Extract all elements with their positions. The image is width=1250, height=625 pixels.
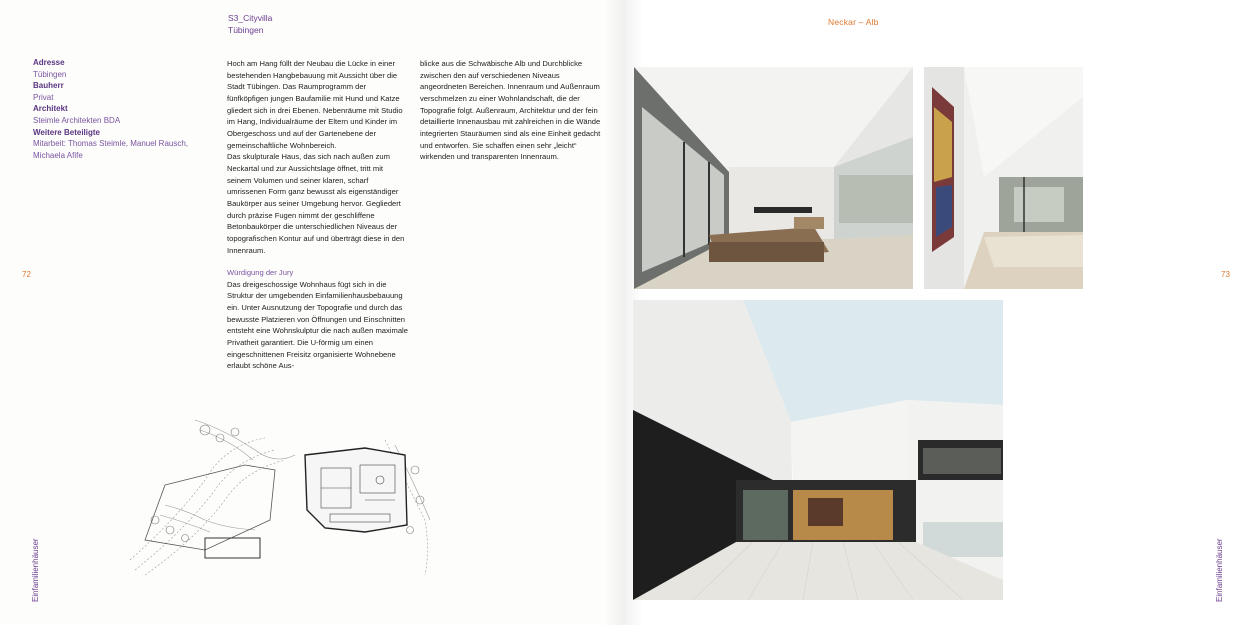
meta-value-client: Privat <box>33 92 54 102</box>
site-plan-drawing <box>125 410 437 580</box>
running-head: Neckar – Alb <box>828 17 879 27</box>
meta-key-address: Adresse <box>33 58 65 67</box>
section-label-right: Einfamilienhäuser <box>1215 538 1224 602</box>
meta-value-architect: Steimle Architekten BDA <box>33 115 121 125</box>
meta-key-architect: Architekt <box>33 104 68 114</box>
body-paragraph: blicke aus die Schwäbische Alb und Durchblicke zwischen den auf verschiedenen Niveaus angeordneten Bereichen. Innenraum und Außenraum verschmelzen zu einer Wohnlandschaft, die der Topografie folgt. Außenraum, Architektur und der fein detaillierte Innenausbau mit zahlreichen in die Wände integrierten Stauräumen sind als eine Einheit gedacht und entworfen. Sie schaffen einen sehr „leicht“ wirkenden und transparenten Innenraum. <box>420 59 601 162</box>
body-paragraph: Hoch am Hang füllt der Neubau die Lücke in einer bestehenden Hangbebauung mit Aussicht über die Stadt Tübingen. Das Raumprogramm der fünfköpfigen jungen Baufamilie mit Hund und Katze gliedert sich in drei Ebenen. Nebenräume mit Studio im Hang, Individualräume der Eltern und Kinder im Obergeschoss und auf der Gartenebene der gemeinschaftliche Wohnbereich. <box>227 59 403 150</box>
photo-corridor-artwork <box>924 67 1083 289</box>
body-column-2 <box>420 58 604 163</box>
body-paragraph: Das dreigeschossige Wohnhaus fügt sich in die Struktur der umgebenden Einfamilienhausbebauung ein. Unter Ausnutzung der Topografie und durch das bewusste Platzieren von Öffnungen und Einschnitten entsteht eine Wohnskulptur die nach außen maximale Privatheit garantiert. Die U-förmig um einen eingeschnittenen Freisitz organisierte Wohnebene erlaubt schöne Aus- <box>227 279 408 371</box>
project-header <box>228 12 272 36</box>
body-paragraph: Das skulpturale Haus, das sich nach außen zum Neckartal und zur Aussichtslage öffnet, tritt mit seinem Volumen und seiner klaren, scharf umrissenen Form ganz bewusst als eigenständiger Baukörper aus seiner Umgebung hervor. Gegliedert durch präzise Fugen nimmt der geschliffene Betonbaukörper die unterschiedlichen Niveaus der topografischen Kontur auf und überträgt diese in den Innenraum. <box>227 152 405 255</box>
project-meta <box>33 57 213 161</box>
meta-key-participants: Weitere Beteiligte <box>33 127 100 137</box>
jury-heading: Würdigung der Jury <box>227 268 294 278</box>
project-code: S3_Cityvilla <box>228 13 273 23</box>
meta-value-participants: Mitarbeit: Thomas Steimle, Manuel Rausch, Michaela Afife <box>33 139 189 160</box>
photo-courtyard-exterior <box>633 300 1003 600</box>
body-column-1 <box>227 58 409 372</box>
page-number-left: 72 <box>22 270 31 279</box>
photo-living-room <box>634 67 913 289</box>
meta-value-address: Tübingen <box>33 69 67 79</box>
meta-key-client: Bauherr <box>33 81 64 91</box>
section-label-left: Einfamilienhäuser <box>31 538 40 602</box>
project-city: Tübingen <box>228 25 264 35</box>
page-number-right: 73 <box>1221 270 1230 279</box>
